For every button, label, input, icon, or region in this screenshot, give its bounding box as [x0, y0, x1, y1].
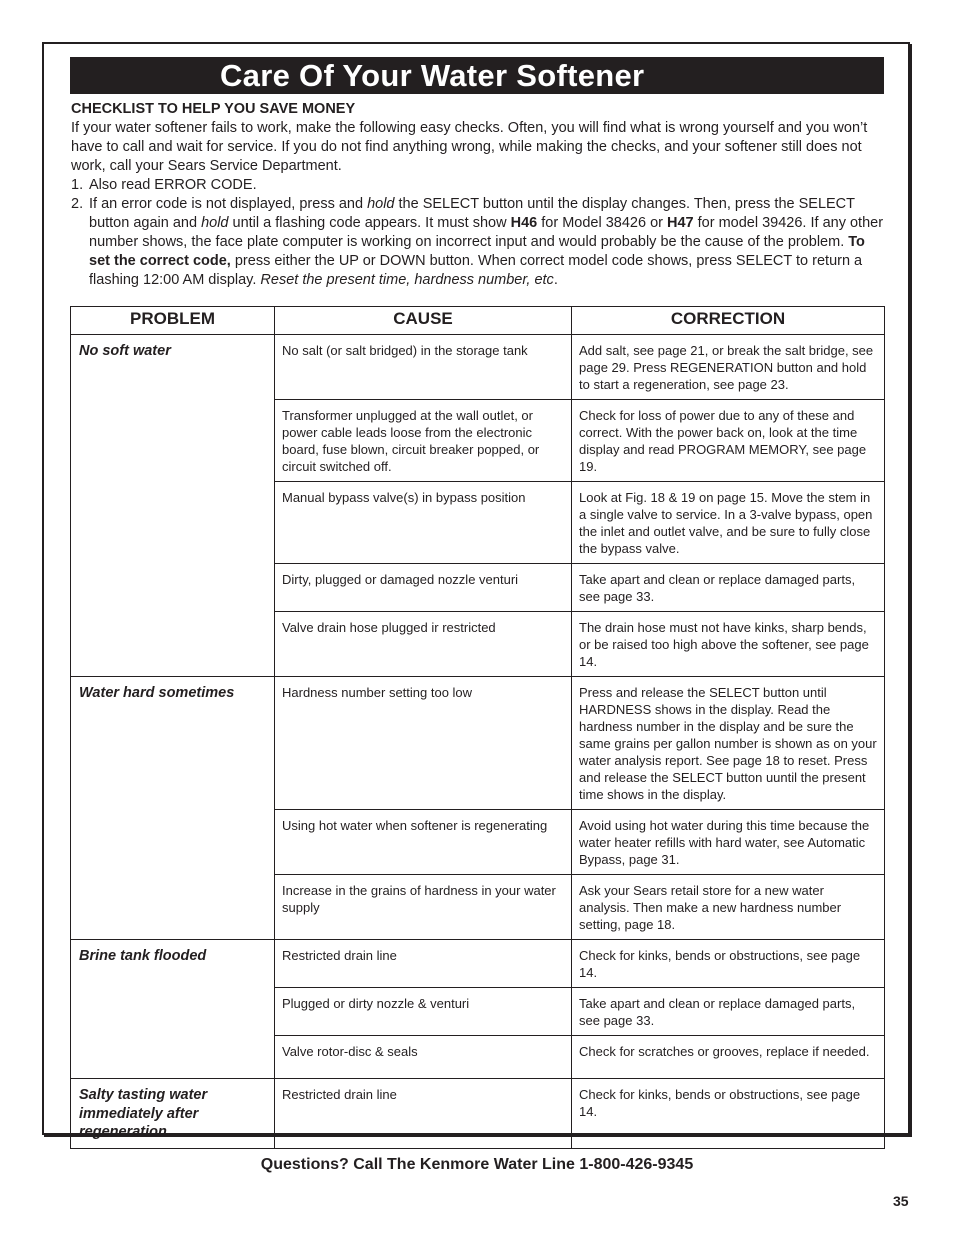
- help-line-footer: Questions? Call The Kenmore Water Line 1-800-426-9345: [260, 1156, 694, 1173]
- table-row: [71, 940, 885, 988]
- table-row: [71, 335, 885, 400]
- cause-cell: Using hot water when softener is regenerating: [275, 810, 572, 875]
- cause-cell: Valve rotor-disc & seals: [275, 1036, 572, 1079]
- correction-cell: Check for kinks, bends or obstructions, see page 14.: [572, 940, 885, 988]
- correction-cell: Take apart and clean or replace damaged parts, see page 33.: [572, 988, 885, 1036]
- step-2-text: If an error code is not displayed, press and: [89, 196, 368, 212]
- step-1-text: Also read ERROR CODE.: [89, 177, 257, 193]
- step-2-emphasis: hold: [201, 215, 229, 231]
- correction-cell: Ask your Sears retail store for a new water analysis. Then make a new hardness number setting, page 18.: [572, 875, 885, 940]
- step-2-emphasis: hold: [367, 196, 395, 212]
- step-2-text: press either the UP or DOWN button. When correct model code shows, press SELECT to return a flashing 12:00 AM display.: [89, 253, 863, 288]
- cause-cell: Plugged or dirty nozzle & venturi: [275, 988, 572, 1036]
- cause-cell: Restricted drain line: [275, 1079, 572, 1149]
- step-2-text: .: [553, 272, 558, 288]
- page-number: 35: [893, 1193, 909, 1209]
- cause-cell: Transformer unplugged at the wall outlet, or power cable leads loose from the electronic board, fuse blown, circuit breaker popped, or circuit switched off.: [275, 400, 572, 482]
- correction-cell: The drain hose must not have kinks, sharp bends, or be raised too high above the softener, see page 14.: [572, 612, 885, 677]
- model-code-h46: H46: [510, 215, 538, 231]
- cause-cell: Valve drain hose plugged ir restricted: [275, 612, 572, 677]
- step-1: [71, 176, 886, 195]
- problem-cell: Water hard sometimes: [71, 677, 275, 940]
- correction-cell: Avoid using hot water during this time because the water heater refills with hard water, see Automatic Bypass, page 31.: [572, 810, 885, 875]
- correction-cell: Look at Fig. 18 & 19 on page 15. Move the stem in a single valve to service. In a 3-valve bypass, open the inlet and outlet valve, and be sure to fully close the bypass valve.: [572, 482, 885, 564]
- header-problem: PROBLEM: [71, 307, 275, 335]
- step-2-text: until a flashing code appears. It must show: [228, 215, 511, 231]
- table-header-row: [71, 307, 885, 335]
- cause-cell: Dirty, plugged or damaged nozzle venturi: [275, 564, 572, 612]
- correction-cell: Add salt, see page 21, or break the salt bridge, see page 29. Press REGENERATION button and hold to start a regeneration, see page 23.: [572, 335, 885, 400]
- problem-cell: No soft water: [71, 335, 275, 677]
- step-2: [71, 195, 886, 290]
- cause-cell: Restricted drain line: [275, 940, 572, 988]
- step-1-number: 1.: [71, 177, 84, 193]
- checklist-section: [71, 100, 886, 290]
- step-2-number: 2.: [71, 196, 84, 212]
- checklist-intro: If your water softener fails to work, make the following easy checks. Often, you will find what is wrong yourself and you won’t have to call and wait for service. If you do not find anything wrong, while making the checks, and your softener still does not work, call your Sears Service Department.: [71, 120, 868, 174]
- problem-cell: Brine tank flooded: [71, 940, 275, 1079]
- cause-cell: No salt (or salt bridged) in the storage tank: [275, 335, 572, 400]
- page-title: Care Of Your Water Softener: [70, 57, 884, 94]
- step-2-text: the SELECT button until the display changes. Then, press the SELECT button again and: [89, 196, 855, 231]
- cause-cell: Hardness number setting too low: [275, 677, 572, 810]
- step-2-reset-note: Reset the present time, hardness number, etc: [260, 272, 554, 288]
- problem-cell: Salty tasting water immediately after regeneration: [71, 1079, 275, 1149]
- step-2-text: for model 39426. If any other number shows, the face plate computer is working on incorrect input and would probably be the cause of the problem.: [89, 215, 884, 250]
- header-correction: CORRECTION: [572, 307, 885, 335]
- model-code-h47: H47: [667, 215, 694, 231]
- checklist-steps: [71, 176, 886, 290]
- correction-cell: Take apart and clean or replace damaged parts, see page 33.: [572, 564, 885, 612]
- troubleshooting-table: [70, 306, 885, 1149]
- table-row: [71, 677, 885, 810]
- correction-cell: Press and release the SELECT button until HARDNESS shows in the display. Read the hardness number in the display and be sure the same grains per gallon number is shown as on your water analysis report. See page 18 to reset. Press and release the SELECT button uuntil the present time shows in the display.: [572, 677, 885, 810]
- checklist-heading: CHECKLIST TO HELP YOU SAVE MONEY: [71, 101, 356, 117]
- step-2-text: for Model 38426 or: [537, 215, 667, 231]
- correction-cell: Check for loss of power due to any of these and correct. With the power back on, look at the time display and read PROGRAM MEMORY, see page 19.: [572, 400, 885, 482]
- step-2-bold: To set the correct code,: [89, 234, 865, 269]
- table-row: [71, 1079, 885, 1149]
- cause-cell: Increase in the grains of hardness in your water supply: [275, 875, 572, 940]
- correction-cell: Check for kinks, bends or obstructions, see page 14.: [572, 1079, 885, 1149]
- header-cause: CAUSE: [275, 307, 572, 335]
- cause-cell: Manual bypass valve(s) in bypass position: [275, 482, 572, 564]
- correction-cell: Check for scratches or grooves, replace if needed.: [572, 1036, 885, 1079]
